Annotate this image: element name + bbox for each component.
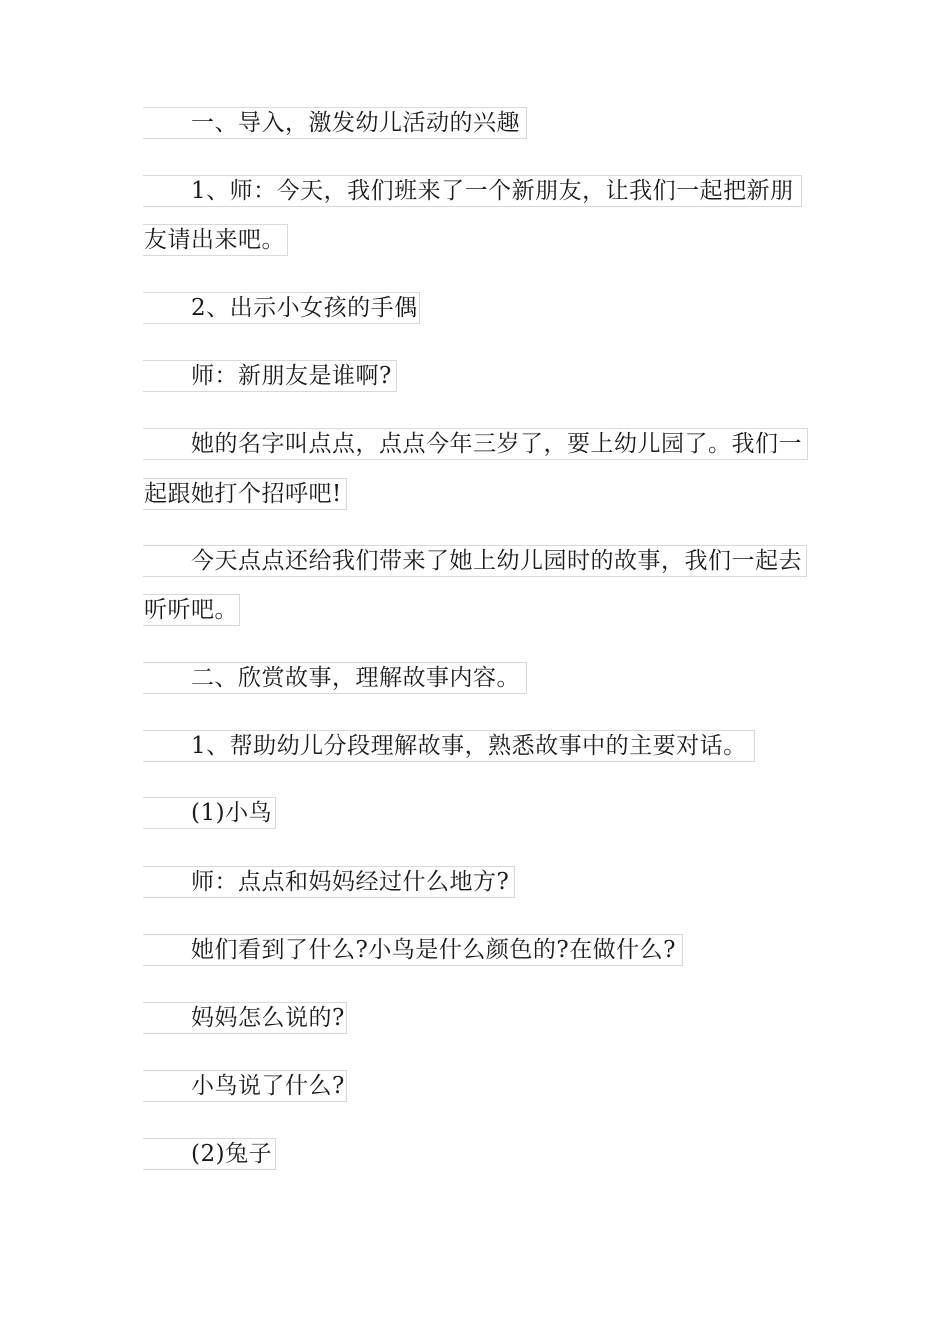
section-heading-intro: 一、导入，激发幼儿活动的兴趣 (143, 107, 527, 139)
paragraph-line: 2、出示小女孩的手偶 (143, 292, 420, 324)
paragraph-line: 她的名字叫点点，点点今年三岁了，要上幼儿园了。我们一 (143, 428, 808, 460)
paragraph-line: (2)兔子 (143, 1138, 276, 1170)
paragraph-line: 听听吧。 (143, 594, 240, 626)
paragraph-line: 小鸟说了什么? (143, 1070, 347, 1102)
paragraph-line: 师：新朋友是谁啊? (143, 360, 397, 392)
paragraph-line: 妈妈怎么说的? (143, 1002, 347, 1034)
paragraph-line: 起跟她打个招呼吧! (143, 478, 347, 510)
paragraph-line: 友请出来吧。 (143, 224, 288, 256)
section-heading-story: 二、欣赏故事，理解故事内容。 (143, 662, 527, 694)
paragraph-line: (1)小鸟 (143, 797, 276, 829)
paragraph-line: 1、师：今天，我们班来了一个新朋友，让我们一起把新朋 (143, 175, 802, 207)
paragraph-line: 师：点点和妈妈经过什么地方? (143, 866, 515, 898)
paragraph-line: 今天点点还给我们带来了她上幼儿园时的故事，我们一起去 (143, 545, 807, 577)
paragraph-line: 她们看到了什么?小鸟是什么颜色的?在做什么? (143, 934, 683, 966)
paragraph-line: 1、帮助幼儿分段理解故事，熟悉故事中的主要对话。 (143, 730, 755, 762)
